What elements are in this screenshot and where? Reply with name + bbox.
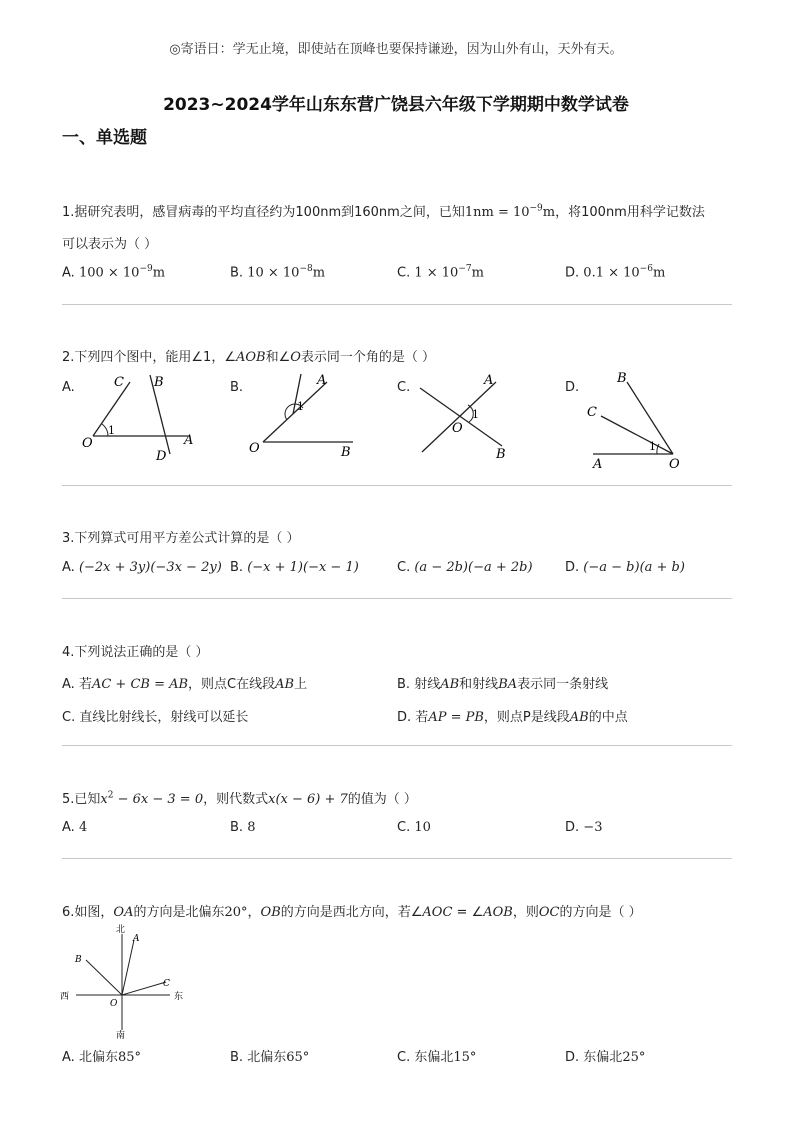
q2-label-b[interactable]: B. <box>230 380 244 395</box>
angle-1-label: 1 <box>472 408 479 421</box>
q2-label-d[interactable]: D. <box>565 380 580 395</box>
q1-option-c[interactable]: C. $1 \times 10^{-7}m$ <box>397 264 484 281</box>
q3-stem: 3.下列算式可用平方差公式计算的是（ ） <box>62 531 300 546</box>
q1-option-a[interactable]: A. $100 \times 10^{-9}m$ <box>62 264 166 281</box>
q6-option-d[interactable]: D. 东偏北25° <box>565 1050 646 1065</box>
divider <box>62 745 732 746</box>
label-a: A <box>593 457 603 472</box>
label-b: B <box>75 955 82 965</box>
q5-option-d[interactable]: D. −3 <box>565 820 603 835</box>
q5-option-b[interactable]: B. 8 <box>230 820 256 835</box>
label-c: C <box>163 979 170 989</box>
label-a: A <box>133 934 140 944</box>
label-b: B <box>496 447 506 462</box>
label-b: B <box>617 371 627 386</box>
q1-option-b[interactable]: B. $10 \times 10^{-8}m$ <box>230 264 326 281</box>
label-o: O <box>669 457 680 472</box>
q4-option-b[interactable]: B. 射线AB和射线BA表示同一条射线 <box>397 677 609 692</box>
east-label: 东 <box>174 992 184 1002</box>
divider <box>62 485 732 486</box>
label-b: B <box>341 445 351 460</box>
q4-option-d[interactable]: D. 若AP = PB，则点P是线段AB的中点 <box>397 710 628 725</box>
q2-figure-c <box>410 370 520 465</box>
north-label: 北 <box>116 925 126 935</box>
section-title: 一、单选题 <box>62 128 147 148</box>
q5-option-c[interactable]: C. 10 <box>397 820 431 835</box>
q3-option-d[interactable]: D. (−a − b)(a + b) <box>565 560 685 575</box>
q2-stem: 2.下列四个图中，能用∠1，∠AOB和∠O表示同一个角的是（ ） <box>62 350 436 365</box>
q6-stem: 6.如图，OA的方向是北偏东20°，OB的方向是西北方向，若∠AOC = ∠AOB，则OC的方向是（ ） <box>62 905 642 920</box>
divider <box>62 598 732 599</box>
q4-option-a[interactable]: A. 若AC + CB = AB，则点C在线段AB上 <box>62 677 308 692</box>
motto: ◎寄语日：学无止境，即使站在顶峰也要保持谦逊，因为山外有山，天外有天。 <box>169 42 623 57</box>
south-label: 南 <box>116 1031 126 1040</box>
q2-figure-d <box>585 368 695 473</box>
label-a: A <box>317 373 327 388</box>
q4-option-c[interactable]: C. 直线比射线长，射线可以延长 <box>62 710 249 725</box>
label-o: O <box>452 421 463 436</box>
page-title: 2023~2024学年山东东营广饶县六年级下学期期中数学试卷 <box>163 95 629 115</box>
q2-label-a[interactable]: A. <box>62 380 75 395</box>
angle-1-label: 1 <box>297 400 304 413</box>
angle-1-label: 1 <box>649 440 656 453</box>
label-o: O <box>249 441 260 456</box>
q5-stem: 5.已知$x^2 - 6x - 3 = 0$，则代数式x(x − 6) + 7的值为（ ） <box>62 790 417 807</box>
q1-stem-line2: 可以表示为（ ） <box>62 237 158 252</box>
q6-option-b[interactable]: B. 北偏东65° <box>230 1050 310 1065</box>
west-label: 西 <box>60 992 70 1002</box>
q1-stem: 1.据研究表明，感冒病毒的平均直径约为100nm到160nm之间，已知$1nm = 10^{-9}m$，将100nm用科学记数法 <box>62 203 705 220</box>
label-a: A <box>184 433 194 448</box>
q6-option-c[interactable]: C. 东偏北15° <box>397 1050 477 1065</box>
q2-figure-b <box>245 370 365 465</box>
q3-option-b[interactable]: B. (−x + 1)(−x − 1) <box>230 560 359 575</box>
label-c: C <box>587 405 597 420</box>
label-a: A <box>484 373 494 388</box>
label-o: O <box>110 999 118 1009</box>
q4-stem: 4.下列说法正确的是（ ） <box>62 645 209 660</box>
label-c: C <box>114 375 124 390</box>
q6-compass-figure <box>58 920 193 1040</box>
label-d: D <box>156 449 167 464</box>
q3-option-a[interactable]: A. (−2x + 3y)(−3x − 2y) <box>62 560 222 575</box>
divider <box>62 304 732 305</box>
q2-label-c[interactable]: C. <box>397 380 411 395</box>
label-b: B <box>154 375 164 390</box>
label-o: O <box>82 436 93 451</box>
q6-option-a[interactable]: A. 北偏东85° <box>62 1050 141 1065</box>
divider <box>62 858 732 859</box>
q2-figure-a <box>78 370 198 465</box>
q3-option-c[interactable]: C. (a − 2b)(−a + 2b) <box>397 560 533 575</box>
q5-option-a[interactable]: A. 4 <box>62 820 88 835</box>
angle-1-label: 1 <box>108 424 115 437</box>
q1-option-d[interactable]: D. $0.1 \times 10^{-6}m$ <box>565 264 666 281</box>
